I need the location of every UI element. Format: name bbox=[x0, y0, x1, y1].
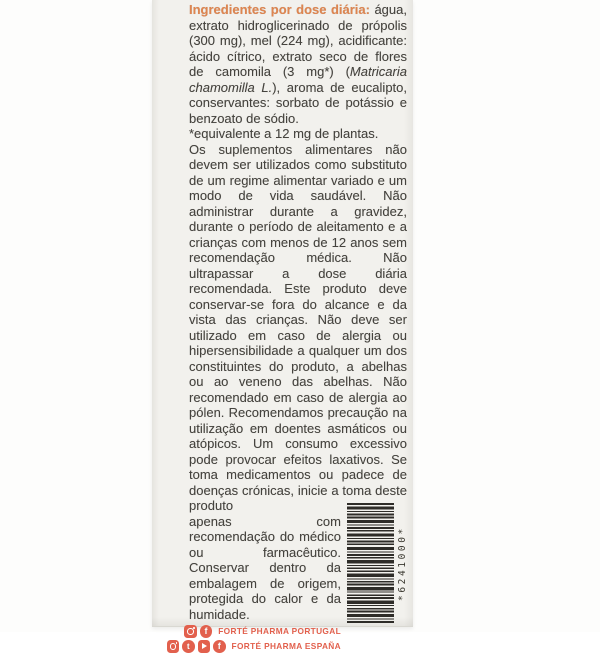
latin-plant-name: Matricaria chamomilla L. bbox=[189, 64, 407, 95]
package-back-panel bbox=[152, 0, 413, 627]
facebook-icon bbox=[213, 640, 226, 653]
instagram-icon bbox=[167, 640, 180, 653]
barcode bbox=[347, 503, 411, 624]
warnings-paragraph: Os suplementos alimentares não devem ser utilizados como substituto de um regime alimentar variado e um modo de vida saudável. Não administrar durante a gravidez, durante o período de aleitamento e a crianças com menos de 12 anos sem recomendação médica. Não ultrapassar a dose diária recomendada. Este produto deve conservar-se fora do alcance e da vista das crianças. Não deve ser utilizado em caso de alergia ou hipersensibilidade a qualquer um dos constituintes do produto, a abelhas ou ao veneno das abelhas. Não recomendado em caso de alergia ao pólen. Recomendamos precaução na utilização em doentes asmáticos ou atópicos. Um consumo excessivo pode provocar efeitos laxativos. Se toma medicamentos ou padece de doenças crónicas, inicie a toma deste produto bbox=[189, 142, 407, 514]
ingredients-body-start: água, extrato hidroglicerinado de própolis (300 mg), mel (224 mg), acidificante: ácido cítrico, extrato seco de flores de camomila (3 mg*) ( bbox=[189, 2, 407, 79]
ingredients-body-end: ), aroma de eucalipto, conservantes: sorbato de potássio e benzoato de sódio. bbox=[189, 80, 407, 126]
instagram-icon bbox=[184, 625, 197, 638]
facebook-icon bbox=[200, 625, 213, 638]
youtube-icon bbox=[198, 640, 211, 653]
ingredients-heading: Ingredientes por dose diária: bbox=[189, 2, 370, 17]
warnings-continued: apenas com recomendação do médico ou farmacêutico. Conservar dentro da embalagem de origem, protegida do calor e da humidade. bbox=[189, 514, 341, 623]
social-label-espana: FORTÉ PHARMA ESPAÑA bbox=[232, 640, 341, 653]
barcode-bars-icon bbox=[347, 503, 394, 624]
ingredients-paragraph bbox=[189, 2, 407, 126]
social-row-espana bbox=[189, 640, 341, 653]
barcode-digits: *6241000* bbox=[394, 503, 411, 624]
equivalence-note: *equivalente a 12 mg de plantas. bbox=[189, 126, 407, 142]
social-row-portugal bbox=[189, 625, 341, 638]
social-label-portugal: FORTÉ PHARMA PORTUGAL bbox=[218, 625, 341, 638]
twitter-icon bbox=[182, 640, 195, 653]
